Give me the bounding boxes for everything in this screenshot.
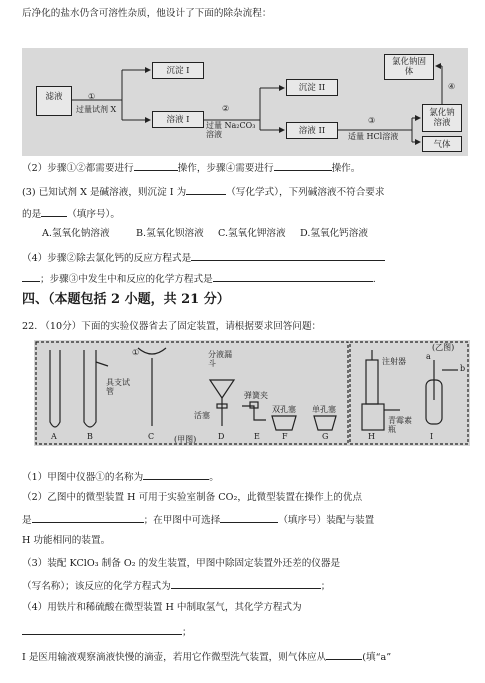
box-solution-2: 溶液 II xyxy=(286,122,338,139)
label-double-hole-stopper: 双孔塞 xyxy=(272,405,296,414)
answer-blank[interactable] xyxy=(143,470,209,480)
box-solution-1: 溶液 I xyxy=(152,111,204,128)
letter-d: D xyxy=(218,432,225,441)
option-c: C.氢氧化钾溶液 xyxy=(218,228,286,239)
part-5: I 是医用输液观察滴液快慢的滴壶，若用它作微型洗气装置，则气体应从 (填“a” xyxy=(22,652,392,663)
answer-blank[interactable] xyxy=(41,207,67,217)
letter-i: I xyxy=(430,432,434,441)
answer-blank[interactable] xyxy=(22,625,182,635)
question-2: （2）步骤①②都需要进行 操作，步骤④需要进行 操作。 xyxy=(22,163,361,174)
answer-blank[interactable] xyxy=(32,513,144,523)
part-4-line-1: （4）用铁片和稀硫酸在微型装置 H 中制取氢气，其化学方程式为 xyxy=(22,602,302,613)
letter-f: F xyxy=(282,432,288,441)
box-nacl-solid: 氯化钠固体 xyxy=(384,54,434,80)
part-2-line-2: 是 ；在甲图中可选择 （填序号）装配与装置 xyxy=(22,515,375,526)
answer-blank[interactable] xyxy=(186,185,226,195)
figure-2-caption: (乙图) xyxy=(432,343,455,352)
label-spring-clamp: 弹簧夹 xyxy=(244,391,268,400)
question-3-line-2: 的是 （填序号）。 xyxy=(22,209,120,220)
question-22-intro: 22. （10分）下面的实验仪器省去了固定装置，请根据要求回答问题： xyxy=(22,321,322,332)
label-separatory-funnel: 分液漏斗 xyxy=(208,350,232,368)
flow-chart xyxy=(22,48,468,156)
step-3-label: 适量 HCl溶液 xyxy=(348,132,399,141)
part-3-line-1: （3）装配 KClO₃ 制备 O₂ 的发生装置，甲图中除固定装置外还差的仪器是 xyxy=(22,558,341,569)
letter-b: B xyxy=(87,432,93,441)
answer-blank[interactable] xyxy=(171,579,321,589)
letter-a: A xyxy=(51,432,57,441)
label-vial: 青霉素瓶 xyxy=(388,416,412,434)
part-3-line-2: （写名称）；该反应的化学方程式为 ； xyxy=(22,581,331,592)
answer-blank[interactable] xyxy=(134,161,178,171)
answer-blank[interactable] xyxy=(326,650,362,660)
part-2-line-3: H 功能相同的装置。 xyxy=(22,535,111,546)
instrument-1-marker: ① xyxy=(132,348,140,357)
port-b: b xyxy=(460,364,466,373)
step-2-label: 过量 Na₂CO₃溶液 xyxy=(206,121,256,139)
box-precipitate-2: 沉淀 II xyxy=(286,79,338,96)
letter-h: H xyxy=(368,432,375,441)
figure-1-caption: (甲图) xyxy=(174,435,197,444)
question-4-line-2: ；步骤③中发生中和反应的化学方程式是 . xyxy=(22,272,376,286)
part-2-line-1: （2）乙图中的微型装置 H 可用于实验室制备 CO₂，此微型装置在操作上的优点 xyxy=(22,492,363,503)
box-gas: 气体 xyxy=(422,136,462,152)
answer-blank[interactable] xyxy=(22,272,40,282)
answer-blank[interactable] xyxy=(191,251,385,261)
apparatus-figure xyxy=(34,340,470,446)
option-a: A.氢氧化钠溶液 xyxy=(42,228,110,239)
label-single-hole-stopper: 单孔塞 xyxy=(312,405,336,414)
answer-blank[interactable] xyxy=(220,513,278,523)
section-heading: 四、（本题包括 2 小题，共 21 分） xyxy=(22,292,230,307)
answer-blank[interactable] xyxy=(274,161,332,171)
label-side-arm-tube: 具支试管 xyxy=(106,378,130,396)
letter-g: G xyxy=(322,432,329,441)
question-4-line-1: （4）步骤②除去氯化钙的反应方程式是 xyxy=(22,251,385,265)
step-3-marker: ③ xyxy=(368,116,376,125)
option-b: B.氢氧化钡溶液 xyxy=(136,228,204,239)
step-2-marker: ② xyxy=(222,104,230,113)
question-3-line-1: (3) 已知试剂 X 是碱溶液，则沉淀 I 为 （写化学式），下列碱溶液不符合要求 xyxy=(22,187,385,198)
part-1: （1）甲图中仪器①的名称为 。 xyxy=(22,472,219,483)
part-4-line-2: ； xyxy=(22,625,192,639)
label-syringe: 注射器 xyxy=(382,357,406,366)
step-1-label: 过量试剂 X xyxy=(76,105,117,114)
box-precipitate-1: 沉淀 I xyxy=(152,62,204,79)
option-d: D.氢氧化钙溶液 xyxy=(300,228,368,239)
letter-e: E xyxy=(254,432,260,441)
intro-text: 后净化的盐水仍含可溶性杂质，他设计了下面的除杂流程： xyxy=(22,8,272,19)
label-stopcock: 活塞 xyxy=(194,411,210,420)
box-nacl-solution: 氯化钠溶液 xyxy=(422,104,462,132)
port-a: a xyxy=(426,352,431,361)
step-4-marker: ④ xyxy=(448,82,456,91)
step-1-marker: ① xyxy=(88,92,96,101)
answer-blank[interactable] xyxy=(213,272,373,282)
letter-c: C xyxy=(148,432,155,441)
box-filtrate: 滤液 xyxy=(36,86,72,116)
